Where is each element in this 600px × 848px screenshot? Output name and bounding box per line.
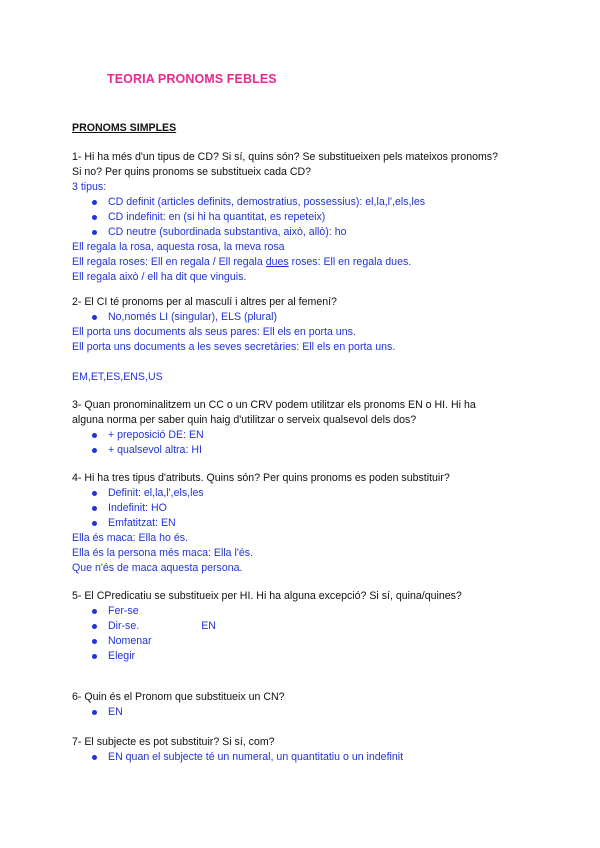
bullet-icon xyxy=(92,521,97,526)
bullet-icon xyxy=(92,639,97,644)
bullet-item xyxy=(72,516,572,531)
bullet-item xyxy=(72,443,572,458)
bullet-item xyxy=(72,619,572,634)
bullet-text: CD indefinit: en (si hi ha quantitat, es repeteix) xyxy=(108,211,326,223)
bullet-icon xyxy=(92,710,97,715)
bullet-text: EN xyxy=(108,706,123,718)
bullet-item xyxy=(72,195,572,210)
bullet-text: Indefinit: HO xyxy=(108,502,167,514)
bullet-text: Definit: el,la,l',els,les xyxy=(108,487,204,499)
bullet-icon xyxy=(92,654,97,659)
example-line: Ell regala la rosa, aquesta rosa, la meva rosa xyxy=(72,241,285,253)
question-7-block xyxy=(72,735,572,765)
section-title: PRONOMS SIMPLES xyxy=(72,122,177,134)
bullet-text: No,només LI (singular), ELS (plural) xyxy=(108,311,277,323)
bullet-icon xyxy=(92,624,97,629)
example-text: Ell regala roses: Ell en regala / Ell regala xyxy=(72,256,266,268)
question-7-text: 7- El subjecte es pot substituir? Si sí, com? xyxy=(72,736,275,748)
question-4-text: 4- Hi ha tres tipus d'atributs. Quins són? Per quins pronoms es poden substituir? xyxy=(72,472,450,484)
question-5-block xyxy=(72,589,572,664)
bullet-text: CD neutre (subordinada substantiva, això, allò): ho xyxy=(108,226,347,238)
answer-1-intro: 3 tipus: xyxy=(72,181,107,193)
bullet-item xyxy=(72,310,572,325)
bullet-icon xyxy=(92,200,97,205)
bullet-text: + qualsevol altra: HI xyxy=(108,444,202,456)
underlined-word: dues xyxy=(265,256,289,268)
bullet-icon xyxy=(92,433,97,438)
pronouns-list: EM,ET,ES,ENS,US xyxy=(72,371,163,383)
question-6-block xyxy=(72,690,572,720)
bullet-item xyxy=(72,225,572,240)
bullet-text: + preposició DE: EN xyxy=(108,429,204,441)
question-1-line-1: 1- Hi ha més d'un tipus de CD? Si sí, quins són? Se substitueixen pels mateixos pronoms? xyxy=(72,151,498,163)
bullet-item xyxy=(72,604,572,619)
bullet-icon xyxy=(92,215,97,220)
bullet-item xyxy=(72,634,572,649)
question-1-block xyxy=(72,150,572,285)
bullet-text: Fer-se xyxy=(108,605,139,617)
bullet-item xyxy=(72,705,572,720)
bullet-icon xyxy=(92,491,97,496)
example-line: Ell porta uns documents a les seves secretàries: Ell els en porta uns. xyxy=(72,341,396,353)
question-6-text: 6- Quin és el Pronom que substitueix un CN? xyxy=(72,691,285,703)
en-note: EN xyxy=(201,620,216,632)
example-line: Ell regala això / ell ha dit que vinguis. xyxy=(72,271,247,283)
bullet-text: Nomenar xyxy=(108,635,152,647)
question-3-block xyxy=(72,398,572,458)
question-3-line-2: alguna norma per saber quin haig d'utilitzar o serveix qualsevol dels dos? xyxy=(72,414,417,426)
question-5-text: 5- El CPredicatiu se substitueix per HI. Hi ha alguna excepció? Si sí, quina/quines? xyxy=(72,590,462,602)
bullet-icon xyxy=(92,506,97,511)
question-4-block xyxy=(72,471,572,576)
bullet-text: CD definit (articles definits, demostratius, possessius): el,la,l',els,les xyxy=(108,196,426,208)
bullet-item xyxy=(72,486,572,501)
bullet-item xyxy=(72,210,572,225)
question-3-line-1: 3- Quan pronominalitzem un CC o un CRV podem utilitzar els pronoms EN o HI. Hi ha xyxy=(72,399,476,411)
bullet-text: Dir-se. xyxy=(108,620,140,632)
bullet-text: EN quan el subjecte té un numeral, un quantitatiu o un indefinit xyxy=(108,751,404,763)
question-1-line-2: Si no? Per quins pronoms se substitueix cada CD? xyxy=(72,166,312,178)
bullet-item xyxy=(72,501,572,516)
bullet-item xyxy=(72,428,572,443)
page-title: TEORIA PRONOMS FEBLES xyxy=(107,72,277,86)
example-line xyxy=(72,255,572,270)
question-2-block xyxy=(72,295,572,355)
bullet-icon xyxy=(92,609,97,614)
bullet-text: Emfatitzat: EN xyxy=(108,517,176,529)
example-line: Ell porta uns documents als seus pares: Ell els en porta uns. xyxy=(72,326,356,338)
bullet-text: Elegir xyxy=(108,650,136,662)
bullet-item xyxy=(72,649,572,664)
example-line: Ella és la persona més maca: Ella l'és. xyxy=(72,547,254,559)
bullet-icon xyxy=(92,755,97,760)
example-line: Ella és maca: Ella ho és. xyxy=(72,532,188,544)
example-line: Que n'és de maca aquesta persona. xyxy=(72,562,243,574)
question-2-text: 2- El CI té pronoms per al masculí i altres per al femení? xyxy=(72,296,337,308)
bullet-icon xyxy=(92,230,97,235)
bullet-icon xyxy=(92,448,97,453)
example-text: roses: Ell en regala dues. xyxy=(288,256,412,268)
bullet-item xyxy=(72,750,572,765)
bullet-icon xyxy=(92,315,97,320)
